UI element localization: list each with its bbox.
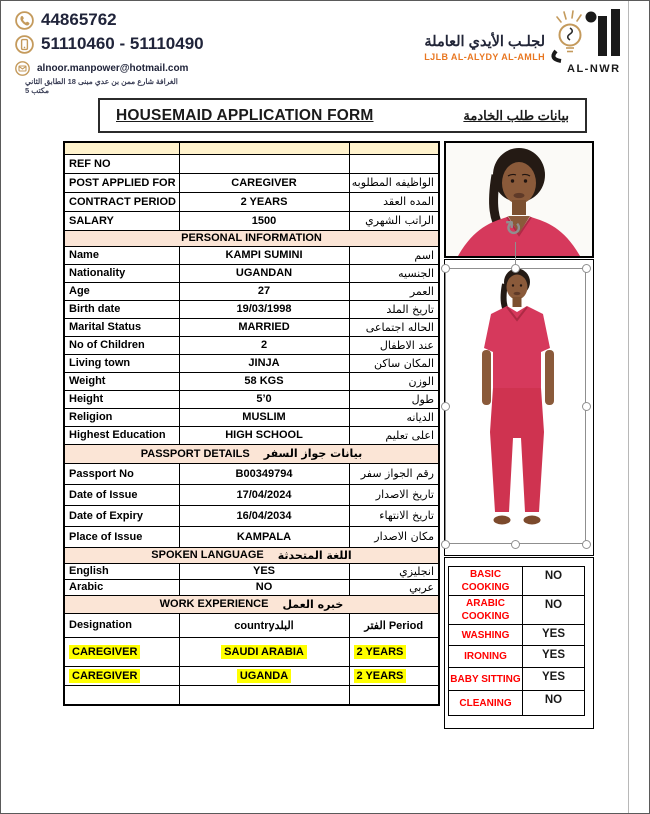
selection-handle[interactable] (582, 540, 591, 549)
field-value-cell: KAMPALA (179, 526, 349, 547)
field-label-cell: Nationality (64, 264, 179, 282)
field-label-cell: REF NO (64, 154, 179, 173)
lightbulb-icon (550, 9, 628, 63)
form-row (64, 666, 439, 685)
field-label-arabic-cell: الراتب الشهري (349, 211, 439, 230)
skill-row (449, 596, 585, 625)
field-label-cell: Date of Issue (64, 484, 179, 505)
field-value-cell: 17/04/2024 (179, 484, 349, 505)
skills-box (444, 557, 594, 729)
skill-value-cell: YES (523, 646, 585, 668)
exp-header-country: countryالبلد (179, 613, 349, 637)
blank-cell (179, 685, 349, 705)
form-row (64, 505, 439, 526)
field-value-cell: KAMPI SUMINI (179, 246, 349, 264)
field-value-cell: 19/03/1998 (179, 300, 349, 318)
skill-name-cell: CLEANING (449, 691, 523, 716)
section-header-cell: WORK EXPERIENCE خبره العمل (64, 595, 439, 613)
field-label-cell: SALARY (64, 211, 179, 230)
phone-number-1: 44865762 (41, 10, 117, 29)
exp-designation-cell: CAREGIVER (64, 637, 179, 666)
field-label-cell: Religion (64, 408, 179, 426)
skill-row (449, 567, 585, 596)
phone-number-2: 51110460 - 51110490 (41, 34, 204, 53)
skill-row (449, 668, 585, 691)
field-label-arabic-cell: طول (349, 390, 439, 408)
fullbody-photo[interactable] (444, 259, 594, 556)
brand-text-block (373, 34, 545, 62)
section-header-cell: SPOKEN LANGUAGE اللغة المتحدثة (64, 547, 439, 563)
field-label-cell: Name (64, 246, 179, 264)
skill-value-cell: NO (523, 691, 585, 716)
field-label-cell: Date of Expiry (64, 505, 179, 526)
form-title-arabic: بيانات طلب الخادمة (463, 107, 569, 123)
selection-handle[interactable] (582, 264, 591, 273)
selection-handle[interactable] (511, 264, 520, 273)
field-label-cell: Age (64, 282, 179, 300)
field-value-cell: 2 (179, 336, 349, 354)
email-address: alnoor.manpower@hotmail.com (37, 63, 189, 74)
skill-value-cell: NO (523, 567, 585, 596)
field-value-cell: MUSLIM (179, 408, 349, 426)
form-row (64, 264, 439, 282)
field-label-cell: Weight (64, 372, 179, 390)
phone-icon (15, 11, 34, 30)
skills-table (448, 566, 585, 716)
form-row (64, 613, 439, 637)
exp-header-designation: Designation (64, 613, 179, 637)
form-row (64, 408, 439, 426)
fullbody-portrait-graphic (445, 260, 592, 554)
form-title-english: HOUSEMAID APPLICATION FORM (116, 106, 374, 124)
field-value-cell: HIGH SCHOOL (179, 426, 349, 444)
form-row (64, 300, 439, 318)
field-label-arabic-cell: الحاله اجتماعى (349, 318, 439, 336)
blank-cell (349, 142, 439, 154)
section-header-cell: PASSPORT DETAILS بيانات جواز السفر (64, 444, 439, 463)
field-label-cell: Arabic (64, 579, 179, 595)
field-label-cell: Passport No (64, 463, 179, 484)
skill-name-cell: WASHING (449, 625, 523, 646)
field-label-arabic-cell: تاريخ الملد (349, 300, 439, 318)
exp-period-cell: 2 YEARS (349, 666, 439, 685)
rotate-handle-icon[interactable]: ↻ (505, 218, 522, 240)
form-row (64, 685, 439, 705)
field-label-cell: POST APPLIED FOR (64, 173, 179, 192)
form-row (64, 526, 439, 547)
field-value-cell: 27 (179, 282, 349, 300)
form-row (64, 318, 439, 336)
logo-wordmark: AL-NWR (567, 63, 621, 75)
field-label-cell: No of Children (64, 336, 179, 354)
email-icon (15, 61, 30, 76)
mobile-icon (15, 35, 34, 54)
blank-cell (179, 142, 349, 154)
field-label-arabic-cell: اسم (349, 246, 439, 264)
form-row (64, 595, 439, 613)
selection-handle[interactable] (441, 264, 450, 273)
exp-header-period: الفتر Period (349, 613, 439, 637)
skill-name-cell: ARABIC COOKING (449, 596, 523, 625)
form-row (64, 192, 439, 211)
field-value-cell: MARRIED (179, 318, 349, 336)
field-value-cell: 1500 (179, 211, 349, 230)
field-label-arabic-cell (349, 154, 439, 173)
skill-value-cell: YES (523, 668, 585, 691)
field-label-arabic-cell: انجليزي (349, 563, 439, 579)
field-label-arabic-cell: مكان الاصدار (349, 526, 439, 547)
skill-value-cell: NO (523, 596, 585, 625)
form-row (64, 173, 439, 192)
brand-name-arabic: لجلـب الأيدي العاملة (424, 34, 545, 50)
email-contact-row (15, 61, 188, 76)
field-value-cell: CAREGIVER (179, 173, 349, 192)
field-label-cell: Birth date (64, 300, 179, 318)
form-row (64, 211, 439, 230)
form-row (64, 142, 439, 154)
exp-country-cell: UGANDA (179, 666, 349, 685)
field-label-arabic-cell: اعلى تعليم (349, 426, 439, 444)
form-row (64, 463, 439, 484)
skill-row (449, 646, 585, 668)
form-row (64, 547, 439, 563)
headshot-photo[interactable] (444, 141, 594, 258)
field-label-cell: English (64, 563, 179, 579)
address-arabic: الغرافة شارع ممن بن عدي مبنى 18 الطابق الثاني مكتب 5 (25, 77, 178, 95)
form-row (64, 372, 439, 390)
field-label-arabic-cell: الديانه (349, 408, 439, 426)
field-label-arabic-cell: عربي (349, 579, 439, 595)
field-label-arabic-cell: الجنسيه (349, 264, 439, 282)
form-row (64, 637, 439, 666)
selection-handle[interactable] (582, 402, 591, 411)
selection-handle[interactable] (441, 540, 450, 549)
skill-row (449, 625, 585, 646)
phone-contact-row (15, 10, 117, 30)
field-label-arabic-cell: المكان ساكن (349, 354, 439, 372)
field-label-arabic-cell: العمر (349, 282, 439, 300)
field-label-cell: CONTRACT PERIOD (64, 192, 179, 211)
exp-period-cell: 2 YEARS (349, 637, 439, 666)
form-row (64, 354, 439, 372)
field-value-cell: NO (179, 579, 349, 595)
form-row (64, 154, 439, 173)
skill-row (449, 691, 585, 716)
form-row (64, 579, 439, 595)
form-row (64, 336, 439, 354)
skill-name-cell: BASIC COOKING (449, 567, 523, 596)
field-value-cell: 5’0 (179, 390, 349, 408)
company-logo (550, 9, 628, 68)
field-value-cell: B00349794 (179, 463, 349, 484)
skill-name-cell: BABY SITTING (449, 668, 523, 691)
field-label-arabic-cell: رقم الجواز سفر (349, 463, 439, 484)
field-label-arabic-cell: تاريخ الاصدار (349, 484, 439, 505)
field-label-arabic-cell: عند الاطفال (349, 336, 439, 354)
page-right-edge (628, 1, 629, 813)
field-label-cell: Highest Education (64, 426, 179, 444)
field-value-cell: 58 KGS (179, 372, 349, 390)
field-label-cell: Place of Issue (64, 526, 179, 547)
brand-name-transliteration: LJLB AL-ALYDY AL-AMLH (424, 52, 545, 62)
form-row (64, 444, 439, 463)
field-value-cell: 16/04/2034 (179, 505, 349, 526)
field-value-cell (179, 154, 349, 173)
form-row (64, 426, 439, 444)
form-title-box (98, 98, 587, 133)
section-header-cell: PERSONAL INFORMATION (64, 230, 439, 246)
mobile-contact-row (15, 34, 204, 54)
skill-name-cell: IRONING (449, 646, 523, 668)
field-label-arabic-cell: الوزن (349, 372, 439, 390)
form-row (64, 230, 439, 246)
field-value-cell: UGANDAN (179, 264, 349, 282)
exp-designation-cell: CAREGIVER (64, 666, 179, 685)
form-row (64, 484, 439, 505)
form-row (64, 390, 439, 408)
field-label-arabic-cell: الواظيفه المطلوبه (349, 173, 439, 192)
exp-country-cell: SAUDI ARABIA (179, 637, 349, 666)
field-value-cell: JINJA (179, 354, 349, 372)
field-label-arabic-cell: تاريخ الانتهاء (349, 505, 439, 526)
blank-cell (64, 142, 179, 154)
selection-handle[interactable] (441, 402, 450, 411)
blank-cell (349, 685, 439, 705)
field-label-cell: Height (64, 390, 179, 408)
field-label-cell: Living town (64, 354, 179, 372)
form-row (64, 246, 439, 264)
field-label-cell: Marital Status (64, 318, 179, 336)
field-value-cell: YES (179, 563, 349, 579)
form-row (64, 563, 439, 579)
field-value-cell: 2 YEARS (179, 192, 349, 211)
application-form-table (63, 141, 440, 706)
form-row (64, 282, 439, 300)
field-label-arabic-cell: المده العقد (349, 192, 439, 211)
selection-handle[interactable] (511, 540, 520, 549)
skill-value-cell: YES (523, 625, 585, 646)
blank-cell (64, 685, 179, 705)
